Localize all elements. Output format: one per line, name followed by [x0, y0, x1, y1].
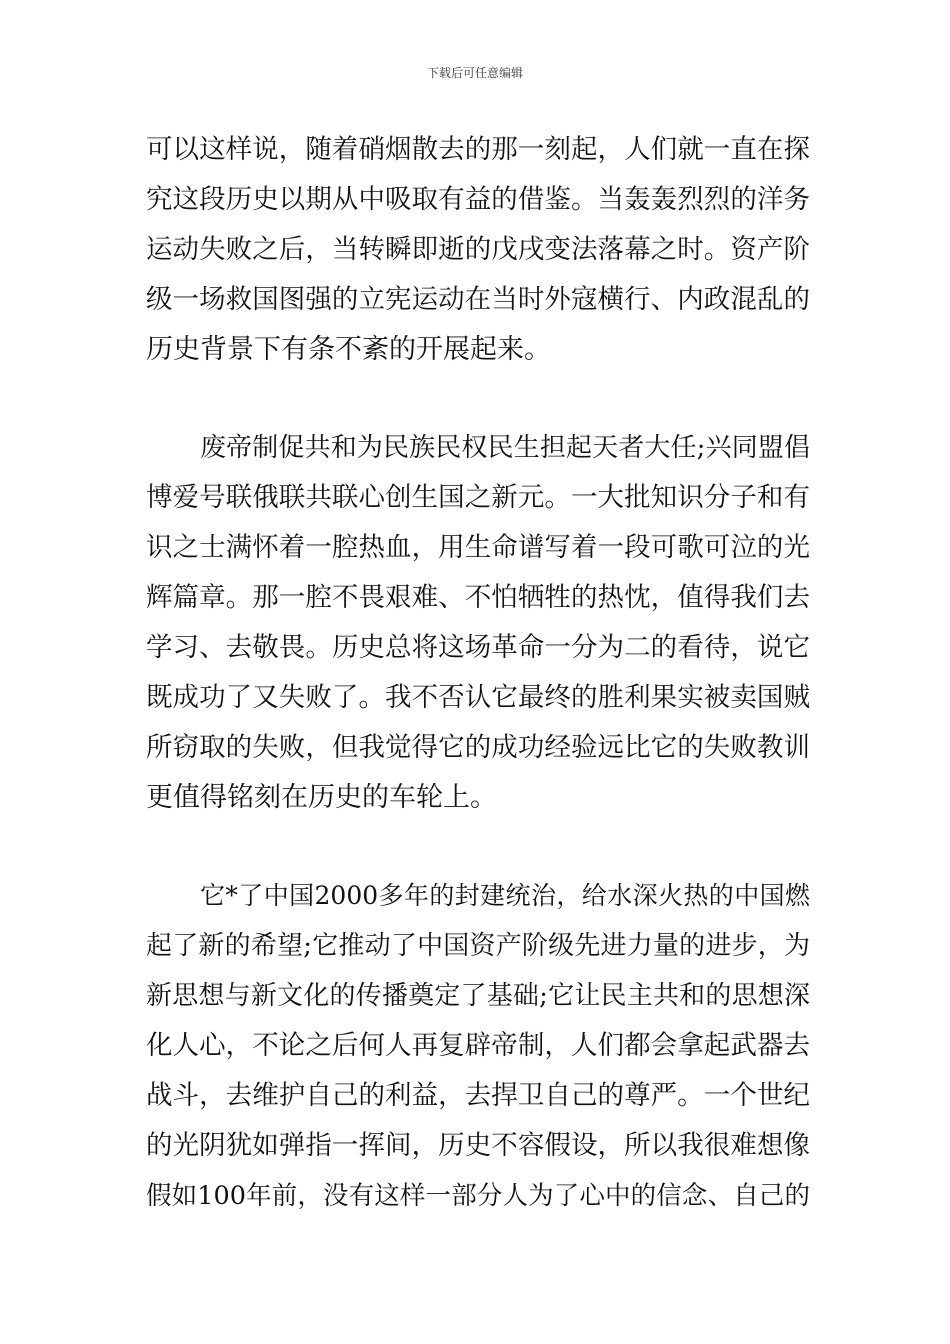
- paragraph-spacer: [146, 823, 810, 871]
- text-line: 它*了中国2000多年的封建统治，给水深火热的中国燃: [200, 881, 810, 910]
- page-header: 下载后可任意编辑: [426, 66, 523, 80]
- text-line: 运动失败之后，当转瞬即逝的戊戌变法落幕之时。资产阶: [146, 234, 810, 265]
- paragraph-2: [146, 423, 810, 823]
- text-line: 级一场救国图强的立宪运动在当时外寇横行、内政混乱的: [146, 284, 810, 315]
- paragraph-3: [146, 871, 810, 1221]
- text-line: 学习、去敬畏。历史总将这场革命一分为二的看待，说它: [146, 632, 810, 663]
- text-line: 的光阴犹如弹指一挥间，历史不容假设，所以我很难想像: [146, 1130, 810, 1161]
- text-line: 起了新的希望;它推动了中国资产阶级先进力量的进步，为: [146, 931, 810, 961]
- text-line: 新思想与新文化的传播奠定了基础;它让民主共和的思想深: [146, 981, 810, 1011]
- paragraph-1: [146, 125, 810, 375]
- text-line: 辉篇章。那一腔不畏艰难、不怕牺牲的热忱，值得我们去: [146, 582, 810, 613]
- text-line: 可以这样说，随着硝烟散去的那一刻起，人们就一直在探: [146, 134, 810, 165]
- text-line: 假如100年前，没有这样一部分人为了心中的信念、自己的: [146, 1181, 810, 1211]
- text-line: 更值得铭刻在历史的车轮上。: [146, 782, 497, 813]
- text-line: 所窃取的失败，但我觉得它的成功经验远比它的失败教训: [146, 732, 810, 763]
- document-body: [146, 125, 810, 1221]
- text-line: 历史背景下有条不紊的开展起来。: [146, 334, 551, 365]
- text-line: 既成功了又失败了。我不否认它最终的胜利果实被卖国贼: [146, 682, 810, 713]
- text-line: 化人心，不论之后何人再复辟帝制，人们都会拿起武器去: [146, 1030, 810, 1061]
- paragraph-spacer: [146, 375, 810, 423]
- text-line: 战斗，去维护自己的利益，去捍卫自己的尊严。一个世纪: [146, 1080, 810, 1111]
- text-line: 博爱号联俄联共联心创生国之新元。一大批知识分子和有: [146, 482, 810, 513]
- text-line: 究这段历史以期从中吸取有益的借鉴。当轰轰烈烈的洋务: [146, 184, 810, 215]
- text-line: 废帝制促共和为民族民权民生担起天者大任;兴同盟倡: [200, 433, 810, 463]
- text-line: 识之士满怀着一腔热血，用生命谱写着一段可歌可泣的光: [146, 532, 810, 563]
